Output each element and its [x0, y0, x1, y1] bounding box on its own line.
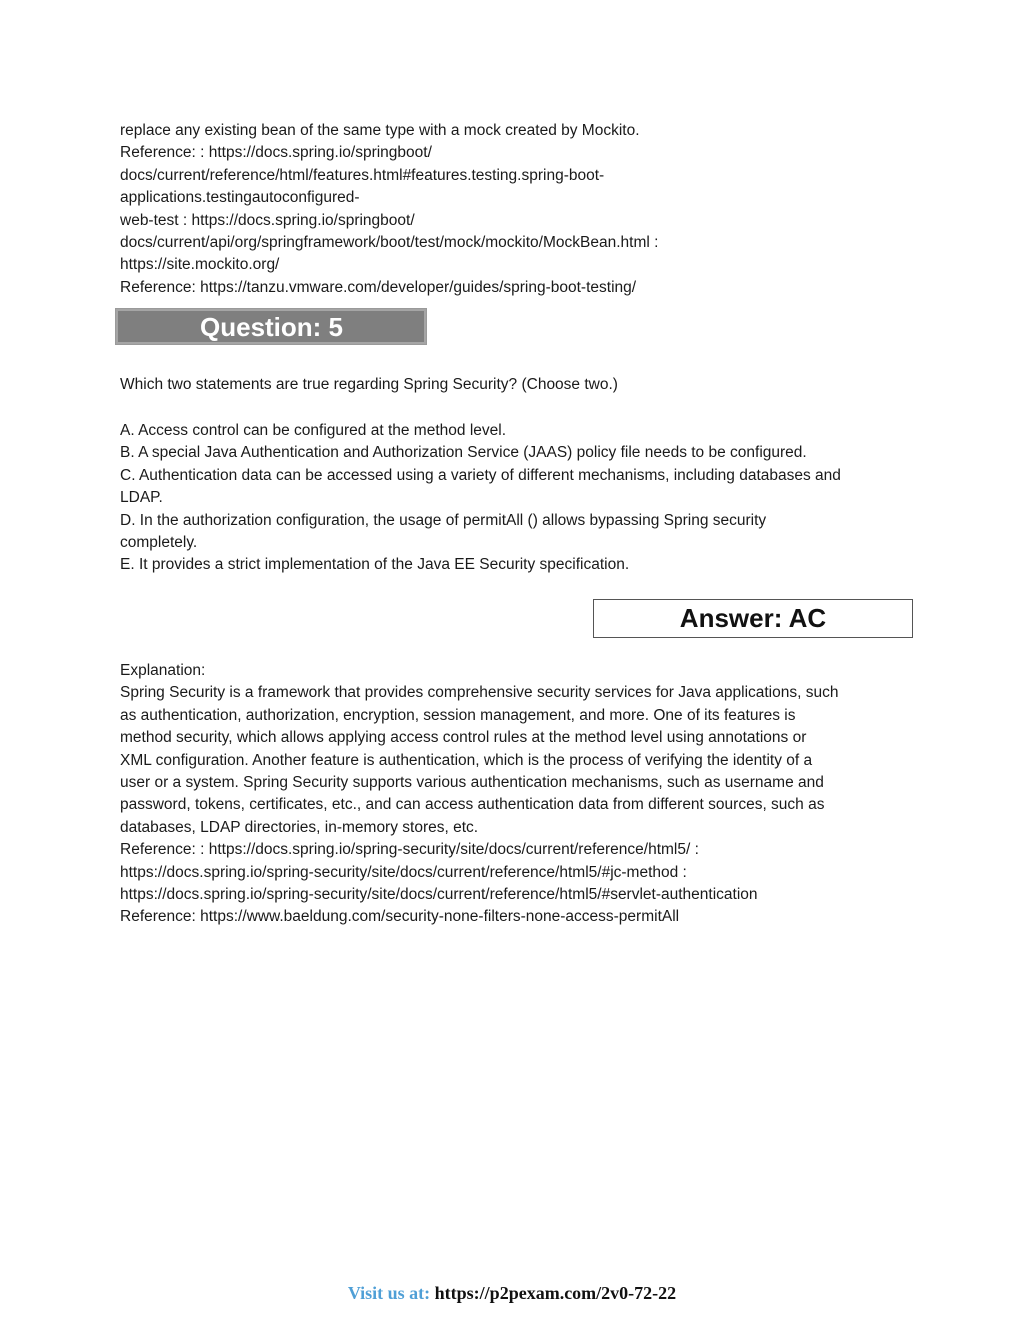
answer-box [593, 599, 913, 638]
text-line: https://site.mockito.org/ [120, 256, 280, 274]
previous-explanation-continuation [120, 120, 910, 299]
question-text [120, 374, 910, 396]
text-line: method security, which allows applying access control rules at the method level using annotations or [120, 729, 807, 747]
text-line: applications.testingautoconfigured- [120, 189, 360, 207]
text-line: Reference: https://tanzu.vmware.com/developer/guides/spring-boot-testing/ [120, 278, 637, 296]
text-line: XML configuration. Another feature is authentication, which is the process of verifying the identity of a [120, 751, 813, 769]
reference-line: https://docs.spring.io/spring-security/site/docs/current/reference/html5/#jc-method : [120, 863, 687, 881]
explanation-heading: Explanation: [120, 662, 206, 679]
reference-line: Reference: https://www.baeldung.com/security-none-filters-none-access-permitAll [120, 908, 680, 926]
text-line: Reference: : https://docs.spring.io/springboot/ [120, 144, 432, 162]
answer-options [120, 420, 910, 577]
question-header-bar [115, 308, 427, 345]
reference-line: https://docs.spring.io/spring-security/site/docs/current/reference/html5/#servlet-authentication [120, 886, 758, 904]
text-line: user or a system. Spring Security supports various authentication mechanisms, such as username and [120, 774, 824, 792]
question-prompt: Which two statements are true regarding Spring Security? (Choose two.) [120, 376, 618, 393]
option-e: E. It provides a strict implementation of the Java EE Security specification. [120, 556, 630, 574]
option-d-continued: completely. [120, 534, 198, 552]
reference-line: Reference: : https://docs.spring.io/spring-security/site/docs/current/reference/html5/ : [120, 841, 699, 859]
question-title: Question: 5 [200, 312, 344, 342]
option-d: D. In the authorization configuration, the usage of permitAll () allows bypassing Spring security [120, 511, 767, 529]
text-line: as authentication, authorization, encryption, session management, and more. One of its features is [120, 706, 796, 724]
option-b: B. A special Java Authentication and Authorization Service (JAAS) policy file needs to be configured. [120, 444, 807, 462]
text-line: Spring Security is a framework that provides comprehensive security services for Java applications, such [120, 684, 839, 702]
text-line: password, tokens, certificates, etc., and can access authentication data from different sources, such as [120, 796, 825, 814]
text-line: databases, LDAP directories, in-memory stores, etc. [120, 818, 479, 836]
page-footer [0, 1282, 1024, 1304]
answer-label: Answer: AC [679, 603, 827, 633]
option-a: A. Access control can be configured at the method level. [120, 422, 507, 439]
text-line: docs/current/api/org/springframework/boot/test/mock/mockito/MockBean.html : [120, 234, 659, 252]
explanation [120, 660, 910, 929]
text-line: web-test : https://docs.spring.io/springboot/ [120, 211, 415, 229]
option-c-continued: LDAP. [120, 489, 163, 507]
text-line: docs/current/reference/html/features.html#features.testing.spring-boot- [120, 166, 605, 184]
footer-link[interactable]: https://p2pexam.com/2v0-72-22 [434, 1283, 677, 1303]
text-line: replace any existing bean of the same type with a mock created by Mockito. [120, 122, 640, 139]
option-c: C. Authentication data can be accessed using a variety of different mechanisms, including databases and [120, 466, 841, 484]
footer-label: Visit us at: [347, 1283, 435, 1303]
